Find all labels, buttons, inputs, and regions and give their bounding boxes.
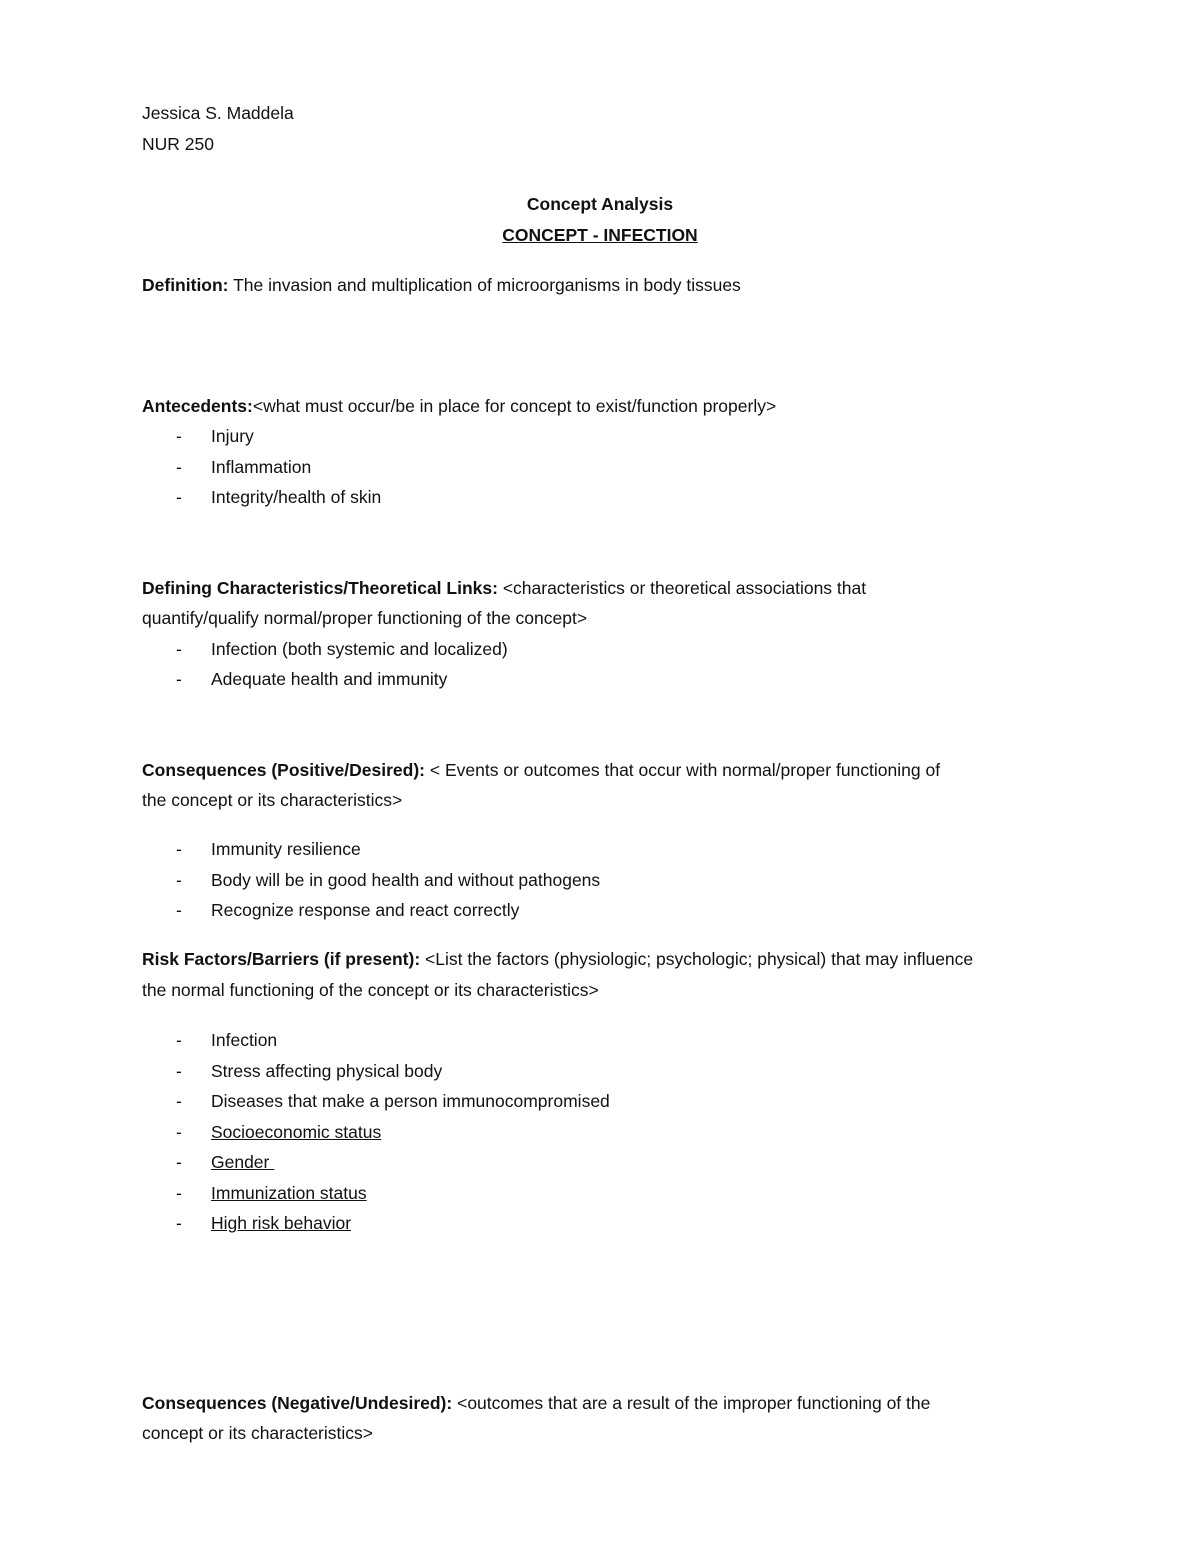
definition-text: The invasion and multiplication of microorganisms in body tissues (233, 275, 741, 295)
negative-prompt-2: concept or its characteristics> (142, 1423, 373, 1443)
author-name: Jessica S. Maddela (142, 103, 294, 123)
list-item: - Immunization status (176, 1183, 367, 1203)
bullet-dash: - (176, 1091, 182, 1111)
definition-label: Definition: (142, 275, 229, 295)
bullet-dash: - (176, 870, 182, 890)
list-item: - Inflammation (176, 457, 312, 477)
bullet-dash: - (176, 1122, 182, 1142)
bullet-dash: - (176, 1030, 182, 1050)
bullet-dash: - (176, 639, 182, 659)
bullet-dash: - (176, 669, 182, 689)
risk-prompt-2: the normal functioning of the concept or its characteristics> (142, 980, 599, 1000)
negative-label: Consequences (Negative/Undesired): (142, 1393, 453, 1413)
positive-row (142, 759, 940, 781)
defining-label: Defining Characteristics/Theoretical Links: (142, 578, 498, 598)
definition-row (142, 274, 741, 296)
list-item: - Body will be in good health and without pathogens (176, 870, 601, 890)
antecedents-label: Antecedents: (142, 396, 253, 416)
list-item: - Infection (176, 1030, 278, 1050)
bullet-dash: - (176, 1061, 182, 1081)
bullet-dash: - (176, 457, 182, 477)
defining-prompt-1: <characteristics or theoretical associations that (502, 578, 867, 598)
antecedents-prompt: <what must occur/be in place for concept to exist/function properly> (252, 396, 777, 416)
list-item: - Integrity/health of skin (176, 487, 382, 507)
list-item: - Adequate health and immunity (176, 669, 448, 689)
list-item: - Socioeconomic status (176, 1122, 382, 1142)
list-item: - Stress affecting physical body (176, 1061, 443, 1081)
positive-prompt-2: the concept or its characteristics> (142, 790, 403, 810)
bullet-dash: - (176, 1213, 182, 1233)
negative-row (142, 1392, 930, 1414)
course-code: NUR 250 (142, 134, 214, 154)
list-item: - High risk behavior (176, 1213, 352, 1233)
antecedents-row (142, 395, 776, 417)
concept-heading: CONCEPT - INFECTION (502, 225, 698, 245)
document-title: Concept Analysis (526, 194, 674, 214)
bullet-dash: - (176, 1183, 182, 1203)
list-item: - Injury (176, 426, 254, 446)
risk-label: Risk Factors/Barriers (if present): (142, 949, 421, 969)
bullet-dash: - (176, 426, 182, 446)
list-item: - Immunity resilience (176, 839, 361, 859)
positive-label: Consequences (Positive/Desired): (142, 760, 425, 780)
list-item: - Recognize response and react correctly (176, 900, 520, 920)
defining-prompt-2: quantify/qualify normal/proper functioning of the concept> (142, 608, 588, 628)
risk-prompt-1: <List the factors (physiologic; psychologic; physical) that may influence (425, 949, 974, 969)
bullet-dash: - (176, 1152, 182, 1172)
bullet-dash: - (176, 839, 182, 859)
list-item: - Infection (both systemic and localized) (176, 639, 508, 659)
risk-row (142, 948, 973, 970)
list-item: - Diseases that make a person immunocompromised (176, 1091, 610, 1111)
negative-prompt-1: <outcomes that are a result of the improper functioning of the (457, 1393, 931, 1413)
list-item: - Gender (176, 1152, 275, 1172)
bullet-dash: - (176, 487, 182, 507)
defining-row (142, 577, 866, 599)
bullet-dash: - (176, 900, 182, 920)
positive-prompt-1: < Events or outcomes that occur with normal/proper functioning of (429, 760, 941, 780)
